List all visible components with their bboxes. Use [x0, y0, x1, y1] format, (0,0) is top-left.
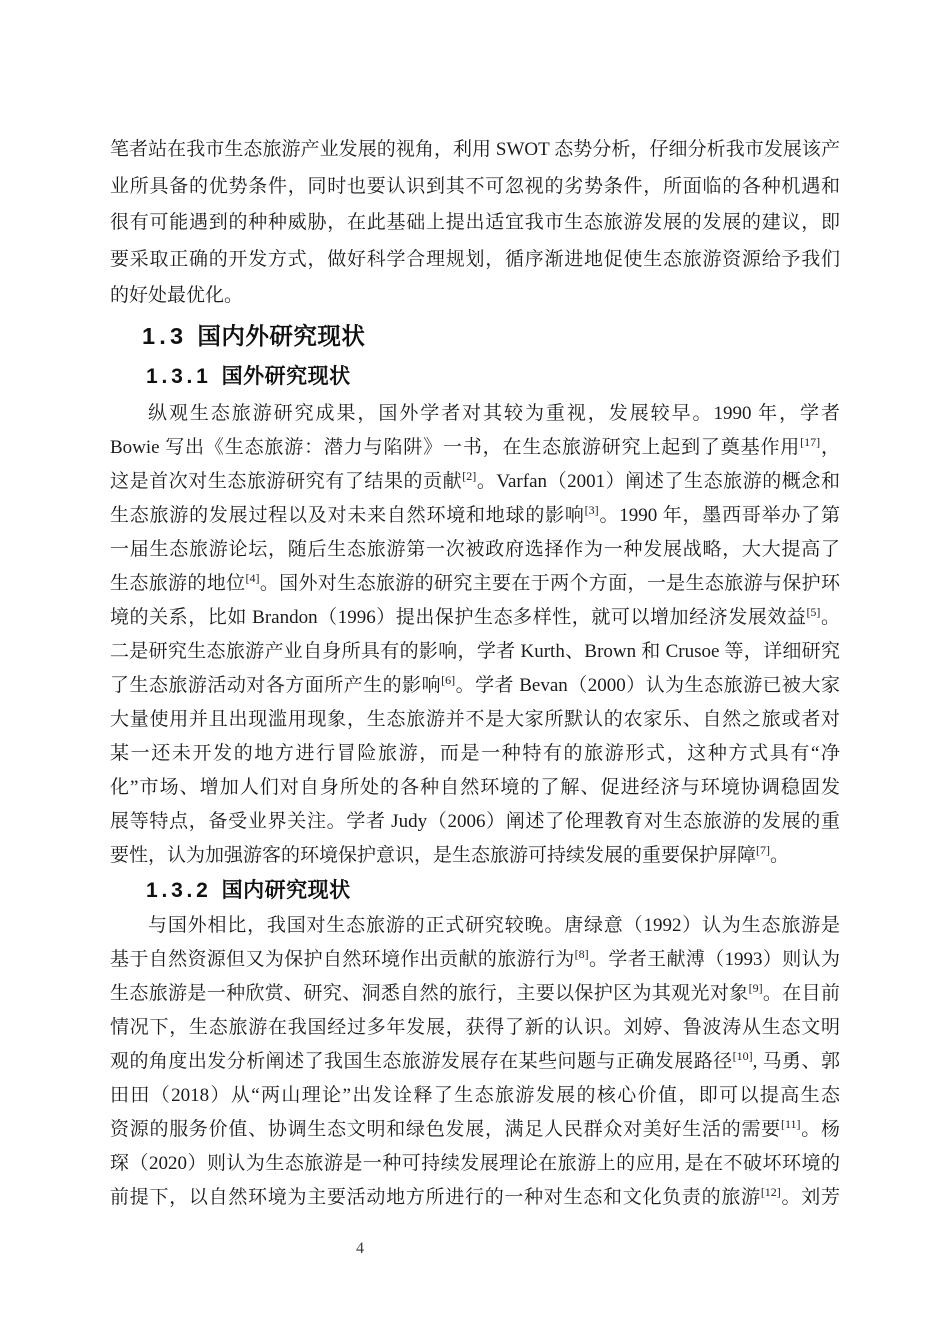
text-run: Bowie 写出《生态旅游：潜力与陷阱》一书，在生态旅游研究上起到了奠基作用 — [110, 436, 801, 458]
text-run: 某一还未开发的地方进行冒险旅游，而是一种特有的旅游形式，这种方式具有“净 — [110, 742, 840, 764]
text-line — [110, 278, 840, 315]
citation-ref: [11] — [780, 1116, 801, 1131]
text-line — [110, 737, 840, 771]
heading-title: 国内研究现状 — [221, 878, 351, 902]
text-run: 。学者 Bevan（2000）认为生态旅游已被大家 — [455, 674, 840, 696]
text-run: 一届生态旅游论坛，随后生态旅游第一次被政府选择作为一种发展战略，大大提高了 — [110, 538, 840, 560]
citation-ref: [10] — [732, 1048, 753, 1063]
text-run: 这是首次对生态旅游研究有了结果的贡献 — [110, 470, 463, 492]
text-run: 很有可能遇到的种种威胁，在此基础上提出适宜我市生态旅游发展的发展的建议，即 — [110, 212, 840, 233]
text-run: 化”市场、增加人们对自身所处的各种自然环境的了解、促进经济与环境协调稳固发 — [110, 776, 840, 798]
text-run: 观的角度出发分析阐述了我国生态旅游发展存在某些问题与正确发展路径 — [110, 1050, 733, 1072]
section-heading — [110, 357, 840, 397]
text-line — [110, 397, 840, 431]
text-line — [110, 465, 840, 499]
text-line — [110, 771, 840, 805]
heading-title: 国内外研究现状 — [197, 322, 366, 349]
page-number: 4 — [356, 1240, 364, 1257]
text-line — [110, 431, 840, 465]
citation-ref: [6] — [441, 672, 456, 687]
text-line — [110, 205, 840, 242]
text-run: 。 — [820, 606, 840, 628]
text-line — [110, 1113, 840, 1147]
paragraph — [110, 397, 840, 873]
citation-ref: [4] — [245, 570, 260, 585]
text-line — [110, 1181, 840, 1215]
text-line — [110, 1045, 840, 1079]
citation-ref: [8] — [574, 946, 589, 961]
text-run: 境的关系，比如 Brandon（1996）提出保护生态多样性，就可以增加经济发展效益 — [110, 606, 807, 628]
paragraph — [110, 909, 840, 1215]
text-run: 生态旅游的地位 — [110, 572, 246, 594]
citation-ref: [9] — [748, 980, 763, 995]
text-run: 生态旅游是一种欣赏、研究、洞悉自然的旅行，主要以保护区为其观光对象 — [110, 982, 749, 1004]
section-heading — [110, 873, 840, 909]
text-line — [110, 132, 840, 169]
text-run: , 马勇、郭 — [752, 1050, 840, 1072]
citation-ref: [12] — [760, 1184, 781, 1199]
text-line — [110, 567, 840, 601]
text-line — [110, 169, 840, 206]
text-run: 二是研究生态旅游产业自身所具有的影响，学者 Kurth、Brown 和 Crusoe 等，详细研究 — [110, 640, 840, 662]
text-run: 田田（2018）从“两山理论”出发诠释了生态旅游发展的核心价值，即可以提高生态 — [110, 1084, 840, 1106]
text-run: 要采取正确的开发方式，做好科学合理规划，循序渐进地促使生态旅游资源给予我们 — [110, 248, 840, 270]
text-line — [110, 669, 840, 703]
text-run: 。 — [770, 844, 790, 866]
text-run: 大量使用并且出现滥用现象，生态旅游并不是大家所默认的农家乐、自然之旅或者对 — [110, 708, 840, 730]
citation-ref: [5] — [806, 604, 821, 619]
citation-ref: [2] — [462, 468, 477, 483]
heading-number: 1.3 — [142, 322, 188, 349]
text-line — [110, 805, 840, 839]
text-line — [110, 1079, 840, 1113]
text-line — [110, 601, 840, 635]
text-block — [110, 132, 840, 1215]
text-run: 前提下，以自然环境为主要活动地方所进行的一种对生态和文化负责的旅游 — [110, 1186, 761, 1208]
section-heading — [110, 315, 840, 357]
text-run: 基于自然资源但又为保护自然环境作出贡献的旅游行为 — [110, 948, 575, 970]
text-line — [110, 839, 840, 873]
paragraph — [110, 132, 840, 315]
text-run: 。学者王献溥（1993）则认为 — [588, 948, 840, 970]
text-run: 笔者站在我市生态旅游产业发展的视角，利用 SWOT 态势分析，仔细分析我市发展该产 — [110, 139, 840, 160]
text-run: 生态旅游的发展过程以及对未来自然环境和地球的影响 — [110, 504, 585, 526]
heading-title: 国外研究现状 — [221, 364, 351, 388]
text-line — [110, 909, 840, 943]
text-line — [110, 703, 840, 737]
text-line — [110, 533, 840, 567]
text-run: 琛（2020）则认为生态旅游是一种可持续发展理论在旅游上的应用, 是在不破坏环境的 — [110, 1152, 840, 1174]
text-run: 的好处最优化。 — [110, 285, 244, 306]
text-run: 。刘芳 — [780, 1186, 840, 1208]
text-run: 。杨 — [800, 1118, 840, 1140]
text-run: 。1990 年，墨西哥举办了第 — [598, 504, 840, 526]
text-run: 与国外相比，我国对生态旅游的正式研究较晚。唐绿意（1992）认为生态旅游是 — [148, 914, 840, 936]
text-run: 纵观生态旅游研究成果，国外学者对其较为重视，发展较早。1990 年，学者 — [148, 402, 840, 424]
text-run: 情况下，生态旅游在我国经过多年发展，获得了新的认识。刘婷、鲁波涛从生态文明 — [110, 1016, 840, 1038]
text-run: 。在目前 — [762, 982, 840, 1004]
text-run: ， — [820, 436, 840, 458]
text-line — [110, 635, 840, 669]
text-run: 业所具备的优势条件，同时也要认识到其不可忽视的劣势条件，所面临的各种机遇和 — [110, 175, 840, 197]
citation-ref: [7] — [756, 842, 771, 857]
heading-number: 1.3.1 — [146, 364, 212, 388]
text-run: 。Varfan（2001）阐述了生态旅游的概念和 — [476, 470, 840, 492]
text-line — [110, 943, 840, 977]
text-line — [110, 499, 840, 533]
citation-ref: [3] — [584, 502, 599, 517]
text-run: 。国外对生态旅游的研究主要在于两个方面，一是生态旅游与保护环 — [259, 572, 840, 594]
text-run: 要性，认为加强游客的环境保护意识，是生态旅游可持续发展的重要保护屏障 — [110, 844, 757, 866]
text-line — [110, 242, 840, 279]
text-line — [110, 1147, 840, 1181]
text-line — [110, 1011, 840, 1045]
text-run: 了生态旅游活动对各方面所产生的影响 — [110, 674, 442, 696]
heading-number: 1.3.2 — [146, 878, 212, 902]
text-run: 展等特点，备受业界关注。学者 Judy（2006）阐述了伦理教育对生态旅游的发展的重 — [110, 810, 840, 832]
text-line — [110, 977, 840, 1011]
citation-ref: [17] — [800, 434, 821, 449]
text-run: 资源的服务价值、协调生态文明和绿色发展，满足人民群众对美好生活的需要 — [110, 1118, 781, 1140]
